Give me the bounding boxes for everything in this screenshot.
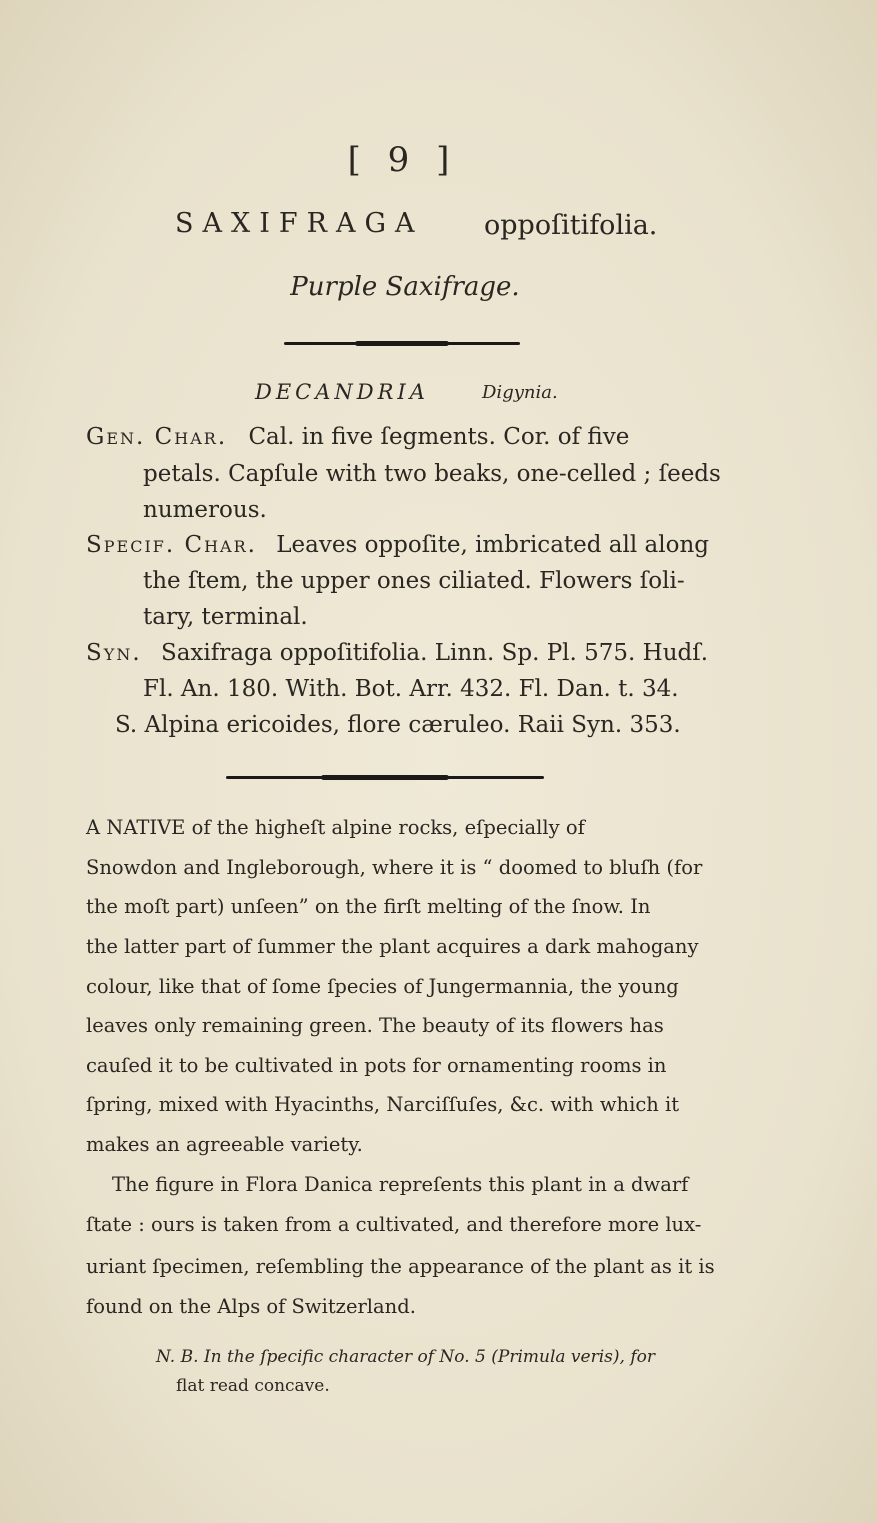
para1-line-4: the latter part of ſummer the plant acquires a dark mahogany [86,935,699,958]
para2-line-3: uriant ſpecimen, reſembling the appearance of the plant as it is [86,1255,715,1278]
specif-char-line-1 [86,532,709,558]
para1-line-5: colour, like that of ſome ſpecies of Jungermannia, the young [86,975,679,998]
specif-char-text-1: Leaves oppoſite, imbricated all along [276,532,709,558]
specif-char-line-3: tary, terminal. [143,604,308,630]
gen-char-label: Gen. Char. [86,424,228,450]
gen-char-line-3: numerous. [143,497,267,523]
gen-char-line-2: petals. Capſule with two beaks, one-celled ; ſeeds [143,461,721,487]
note-line-2: flat read concave. [176,1376,330,1396]
para2-line-1: The figure in Flora Danica repreſents this plant in a dwarf [112,1173,689,1196]
para1-line-8: ſpring, mixed with Hyacinths, Narciſſuſes, &c. with which it [86,1093,680,1116]
syn-text-1: Saxifraga oppoſitifolia. Linn. Sp. Pl. 575. Hudſ. [160,640,709,666]
para1-line-9: makes an agreeable variety. [86,1133,363,1156]
page-number: [ 9 ] [347,140,458,180]
top-ornamental-rule [284,342,520,345]
linnaean-class: DECANDRIA [255,380,429,404]
syn-label: Syn. [86,640,142,666]
specif-char-label: Specif. Char. [86,532,257,558]
common-name: Purple Saxifrage. [290,272,520,302]
linnaean-order: Digynia. [482,382,558,403]
para1-line-7: cauſed it to be cultivated in pots for ornamenting rooms in [86,1054,667,1077]
para1-line-6: leaves only remaining green. The beauty of its flowers has [86,1014,664,1037]
specif-char-line-2: the ſtem, the upper ones ciliated. Flowers ſoli- [143,568,685,594]
para1-line-2: Snowdon and Ingleborough, where it is “ doomed to bluſh (for [86,856,703,879]
para1-line-1: A NATIVE of the higheſt alpine rocks, eſpecially of [86,816,585,839]
note-line-1: N. B. In the ſpecific character of No. 5 (Primula veris), for [156,1347,655,1367]
gen-char-text-1: Cal. in five ſegments. Cor. of five [248,424,630,450]
para2-line-4: found on the Alps of Switzerland. [86,1295,416,1318]
gen-char-line-1 [86,424,629,450]
syn-line-2: Fl. An. 180. With. Bot. Arr. 432. Fl. Dan. t. 34. [143,676,679,702]
syn-line-1 [86,640,708,666]
genus-heading: SAXIFRAGA [175,208,424,239]
syn-line-3: S. Alpina ericoides, flore cæruleo. Raii Syn. 353. [115,712,681,738]
para2-line-2: ſtate : ours is taken from a cultivated, and therefore more lux- [86,1213,702,1236]
species-epithet: oppoſitifolia. [484,210,658,241]
para1-line-3: the moſt part) unſeen” on the firſt melting of the ſnow. In [86,895,651,918]
middle-ornamental-rule [226,776,544,779]
